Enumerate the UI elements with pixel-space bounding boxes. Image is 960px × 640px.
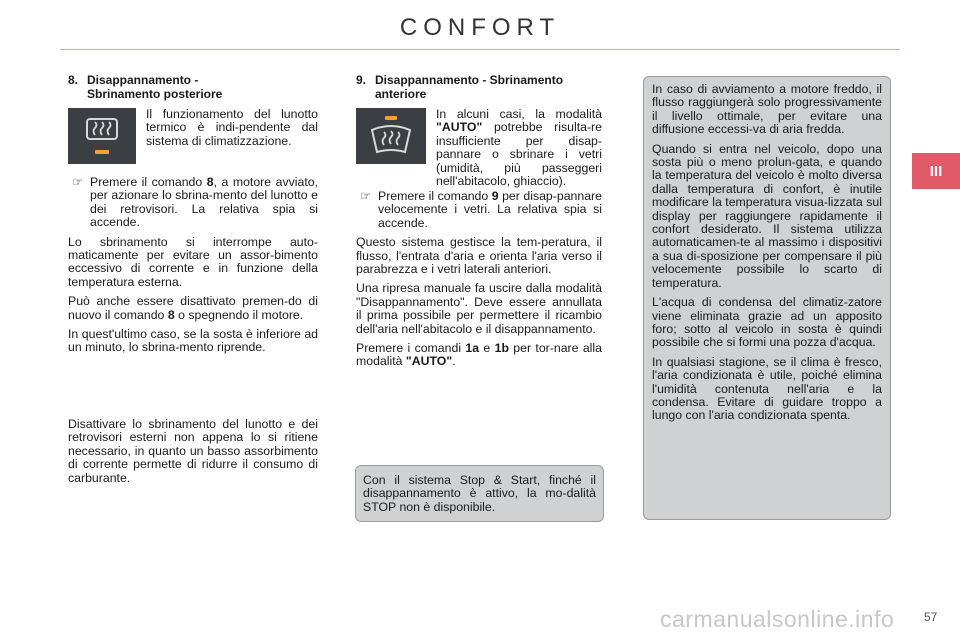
section-8-bullet [68, 176, 318, 230]
stop-start-note-box [355, 465, 604, 522]
section-9-paragraph [356, 342, 602, 369]
bullet-command: 9 [491, 189, 499, 203]
paragraph-text: Può anche essere disattivato premen-do di nuovo il comando [68, 294, 318, 322]
rear-defrost-icon [68, 108, 136, 164]
sidebar-paragraph: Quando si entra nel veicolo, dopo una sosta più o meno prolun-gata, e quando la temperatura del veicolo è molto diversa dalla temperatura di confort, è inutile modificare la temperatura visua-lizzata sul display per raggiungere rapidamente il confort desiderato. Il sistema utilizza automaticamen-te al massimo i dispositivi a sua di-sposizione per compensare il più velocemente possibile lo scarto di temperatura. [652, 141, 882, 290]
paragraph-text: o spegnendo il motore. [174, 307, 304, 322]
page-title: CONFORT [399, 14, 561, 41]
bullet-command: 8 [206, 175, 214, 189]
intro-text: potrebbe risulta-re insufficiente per disap-pannare o sbrinare i vetri (umidità, più passeggeri nell'abitacolo, ghiaccio). [436, 120, 602, 189]
paragraph-command: 8 [167, 307, 175, 322]
bullet-text: Premere il comando [378, 189, 492, 203]
section-8-paragraph: In quest'ultimo caso, se la sosta è inferiore ad un minuto, lo sbrina-mento riprende. [68, 327, 318, 355]
section-8-intro: Il funzionamento del lunotto termico è indi-pendente dal sistema di climatizzazione. [146, 107, 318, 148]
intro-mode: "AUTO" [436, 120, 483, 135]
paragraph-mode: "AUTO" [405, 354, 453, 369]
paragraph-text: per tor-nare alla modalità [356, 341, 602, 369]
paragraph-text: Premere i comandi [356, 341, 466, 356]
bullet-text: , a motore avviato, per azionare lo sbrina-mento del lunotto e dei retrovisori. La relativa spia si accende. [90, 175, 319, 230]
chapter-tab: III [912, 153, 960, 189]
section-9-paragraph: Una ripresa manuale fa uscire dalla modalità "Disappannamento". Deve essere annullata il prima possibile per permettere il ricambio dell'aria nell'abitacolo e il disappannamento. [356, 281, 602, 336]
intro-text: In alcuni casi, la modalità [436, 107, 602, 121]
section-8-title: Disappannamento - Sbrinamento posteriore [87, 73, 223, 101]
sidebar-paragraph: L'acqua di condensa del climatiz-zatore viene eliminata grazie ad un apposito foro; sotto al veicolo in sosta è quindi possibile che si formi una pozza d'acqua. [652, 295, 882, 350]
info-sidebar-box [643, 76, 891, 520]
sidebar-paragraph: In caso di avviamento a motore freddo, il flusso raggiungerà solo progressivamente il livello ottimale, per evitare una diffusione eccessi-va di aria fredda. [652, 82, 882, 137]
section-8-number: 8. [68, 73, 79, 87]
bullet-text: Premere il comando [90, 175, 207, 189]
paragraph-text: e [479, 341, 495, 356]
stop-start-note: Con il sistema Stop & Start, finché il disappannamento è attivo, la mo-dalità STOP non è disponibile. [363, 473, 596, 514]
section-8-paragraph: Lo sbrinamento si interrompe auto-maticamente per evitare un assor-bimento eccessivo di corrente e in funzione della temperatura esterna. [68, 234, 318, 289]
sidebar-paragraph: In qualsiasi stagione, se il clima è fresco, l'aria condizionata è utile, poiché elimina l'umidità contenuta nell'aria e la condensa. Evitare di guidare troppo a lungo con l'aria condizionata spenta. [652, 354, 882, 423]
paragraph-text: . [452, 354, 456, 369]
paragraph-command: 1a [465, 341, 480, 356]
bullet-text: per disap-pannare velocemente i vetri. La relativa spia si accende. [378, 189, 602, 230]
section-8-body [68, 176, 318, 361]
section-9-bullet [356, 190, 602, 230]
watermark: carmanualsonline.info [660, 606, 895, 632]
pointing-hand-icon: ☞ [360, 189, 372, 203]
section-8-paragraph [68, 295, 318, 322]
header-divider [60, 49, 900, 50]
section-9-intro [436, 108, 602, 188]
paragraph-command: 1b [494, 341, 509, 356]
page-number: 57 [924, 610, 938, 624]
section-9-title: Disappannamento - Sbrinamento anteriore [375, 73, 564, 101]
section-9-heading [356, 73, 606, 101]
section-8-heading [68, 73, 318, 101]
section-8-note: Disattivare lo sbrinamento del lunotto e dei retrovisori esterni non appena lo si ritiene necessario, in quanto un basso assorbimento di corrente permette di ridurre il consumo di carburante. [68, 417, 318, 485]
section-9-number: 9. [356, 73, 367, 87]
section-9-body [356, 190, 602, 375]
pointing-hand-icon: ☞ [72, 175, 84, 189]
section-9-paragraph: Questo sistema gestisce la tem-peratura, il flusso, l'entrata d'aria e orienta l'aria verso il parabrezza e i vetri laterali anteriori. [356, 235, 602, 277]
windshield-defrost-icon [356, 108, 426, 164]
